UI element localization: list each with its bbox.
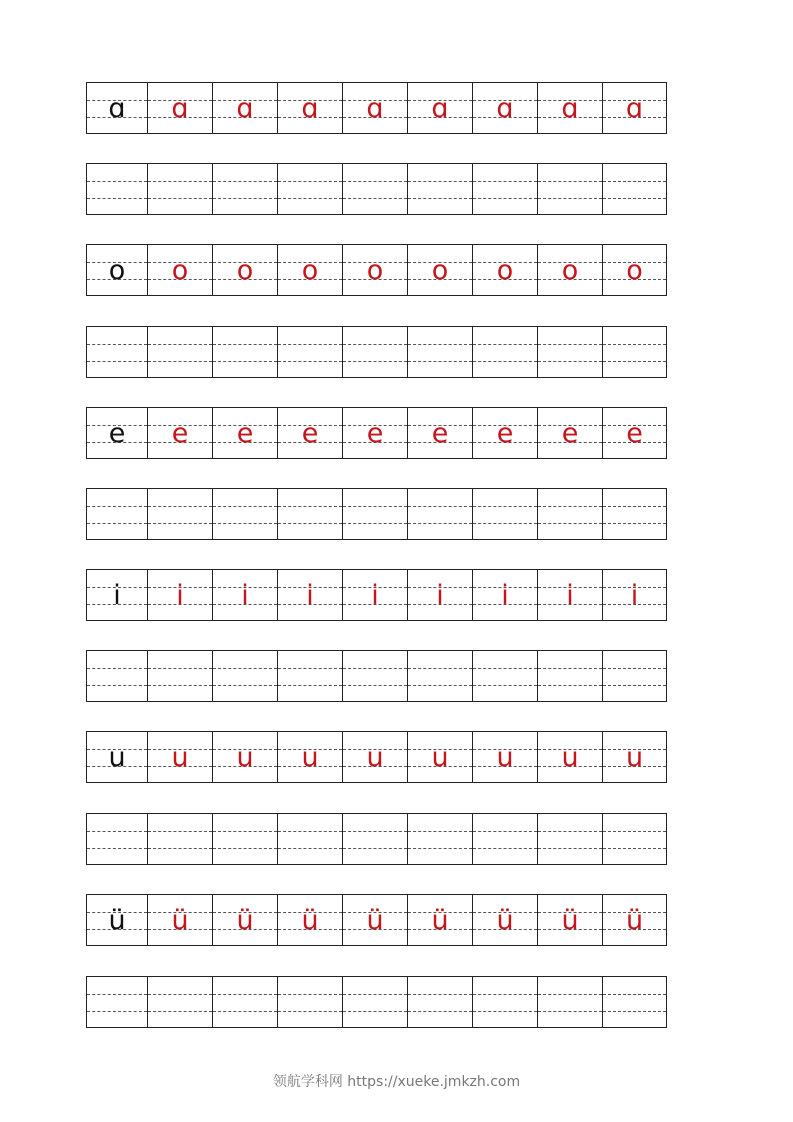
guide-line bbox=[213, 1011, 277, 1012]
guide-line bbox=[343, 506, 407, 507]
writing-cell bbox=[603, 814, 666, 864]
guide-line bbox=[473, 361, 537, 362]
guide-line bbox=[148, 506, 212, 507]
guide-line bbox=[408, 1011, 472, 1012]
model-cell bbox=[87, 814, 148, 864]
guide-line bbox=[603, 523, 666, 524]
guide-line bbox=[343, 181, 407, 182]
writing-cell bbox=[213, 489, 278, 539]
writing-cell bbox=[148, 651, 213, 701]
guide-line bbox=[213, 523, 277, 524]
guide-line bbox=[473, 831, 537, 832]
guide-line bbox=[278, 848, 342, 849]
guide-line bbox=[148, 523, 212, 524]
guide-line bbox=[343, 1011, 407, 1012]
model-letter: ü bbox=[108, 904, 126, 936]
writing-cell bbox=[408, 732, 473, 782]
practice-row bbox=[86, 976, 667, 1028]
guide-line bbox=[603, 344, 666, 345]
letter-row bbox=[86, 731, 667, 783]
writing-cell bbox=[408, 83, 473, 133]
trace-letter: o bbox=[431, 254, 449, 286]
guide-line bbox=[473, 1011, 537, 1012]
guide-line bbox=[343, 994, 407, 995]
model-cell bbox=[87, 83, 148, 133]
trace-letter: ü bbox=[366, 904, 384, 936]
guide-line bbox=[343, 344, 407, 345]
writing-cell bbox=[213, 164, 278, 214]
writing-cell bbox=[343, 164, 408, 214]
model-letter: u bbox=[108, 741, 126, 773]
trace-letter: u bbox=[625, 741, 644, 773]
guide-line bbox=[538, 685, 602, 686]
trace-letter: u bbox=[301, 741, 319, 773]
model-cell bbox=[87, 408, 148, 458]
guide-line bbox=[87, 1011, 147, 1012]
writing-cell bbox=[148, 489, 213, 539]
guide-line bbox=[538, 994, 602, 995]
guide-line bbox=[87, 506, 147, 507]
writing-cell bbox=[408, 408, 473, 458]
guide-line bbox=[148, 181, 212, 182]
writing-cell bbox=[538, 327, 603, 377]
trace-letter: u bbox=[561, 741, 579, 773]
writing-cell bbox=[278, 83, 343, 133]
writing-cell bbox=[278, 164, 343, 214]
guide-line bbox=[603, 685, 666, 686]
guide-line bbox=[278, 181, 342, 182]
guide-line bbox=[213, 685, 277, 686]
writing-cell bbox=[148, 895, 213, 945]
trace-letter: o bbox=[301, 254, 319, 286]
guide-line bbox=[278, 361, 342, 362]
trace-letter: ü bbox=[625, 904, 644, 936]
writing-cell bbox=[473, 732, 538, 782]
trace-letter: ü bbox=[236, 904, 254, 936]
trace-letter: i bbox=[630, 579, 639, 611]
trace-letter: u bbox=[496, 741, 514, 773]
guide-line bbox=[148, 668, 212, 669]
trace-letter: o bbox=[171, 254, 189, 286]
writing-cell bbox=[538, 164, 603, 214]
guide-line bbox=[343, 848, 407, 849]
trace-letter: e bbox=[236, 417, 254, 449]
model-letter: e bbox=[108, 417, 126, 449]
trace-letter: ü bbox=[496, 904, 514, 936]
trace-letter: o bbox=[561, 254, 579, 286]
letter-row bbox=[86, 82, 667, 134]
writing-cell bbox=[473, 651, 538, 701]
guide-line bbox=[148, 361, 212, 362]
writing-cell bbox=[603, 977, 666, 1027]
practice-row bbox=[86, 488, 667, 540]
model-cell bbox=[87, 977, 148, 1027]
trace-letter: ɑ bbox=[236, 92, 254, 124]
writing-cell bbox=[473, 408, 538, 458]
guide-line bbox=[278, 198, 342, 199]
writing-cell bbox=[213, 895, 278, 945]
writing-cell bbox=[343, 408, 408, 458]
guide-line bbox=[87, 848, 147, 849]
guide-line bbox=[603, 506, 666, 507]
guide-line bbox=[87, 198, 147, 199]
guide-line bbox=[278, 344, 342, 345]
trace-letter: u bbox=[431, 741, 449, 773]
writing-cell bbox=[213, 83, 278, 133]
model-cell bbox=[87, 327, 148, 377]
model-cell bbox=[87, 651, 148, 701]
guide-line bbox=[538, 361, 602, 362]
guide-line bbox=[343, 668, 407, 669]
guide-line bbox=[87, 668, 147, 669]
writing-cell bbox=[213, 732, 278, 782]
guide-line bbox=[278, 523, 342, 524]
trace-letter: ɑ bbox=[625, 92, 644, 124]
guide-line bbox=[278, 685, 342, 686]
guide-line bbox=[538, 344, 602, 345]
model-letter: o bbox=[108, 254, 126, 286]
guide-line bbox=[278, 668, 342, 669]
guide-line bbox=[213, 198, 277, 199]
writing-cell bbox=[148, 814, 213, 864]
trace-letter: e bbox=[561, 417, 579, 449]
writing-cell bbox=[148, 570, 213, 620]
guide-line bbox=[87, 994, 147, 995]
writing-cell bbox=[213, 245, 278, 295]
trace-letter: e bbox=[366, 417, 384, 449]
guide-line bbox=[408, 198, 472, 199]
guide-line bbox=[213, 831, 277, 832]
writing-cell bbox=[148, 327, 213, 377]
writing-cell bbox=[148, 408, 213, 458]
writing-cell bbox=[343, 814, 408, 864]
writing-cell bbox=[603, 895, 666, 945]
writing-cell bbox=[408, 895, 473, 945]
writing-cell bbox=[408, 164, 473, 214]
model-cell bbox=[87, 245, 148, 295]
trace-letter: u bbox=[171, 741, 189, 773]
trace-letter: e bbox=[496, 417, 514, 449]
model-cell bbox=[87, 489, 148, 539]
guide-line bbox=[473, 685, 537, 686]
writing-cell bbox=[408, 327, 473, 377]
writing-cell bbox=[278, 408, 343, 458]
guide-line bbox=[538, 198, 602, 199]
guide-line bbox=[408, 361, 472, 362]
writing-cell bbox=[538, 814, 603, 864]
guide-line bbox=[87, 344, 147, 345]
trace-letter: o bbox=[496, 254, 514, 286]
guide-line bbox=[408, 668, 472, 669]
guide-line bbox=[278, 831, 342, 832]
guide-line bbox=[538, 668, 602, 669]
letter-row bbox=[86, 407, 667, 459]
guide-line bbox=[473, 181, 537, 182]
trace-letter: e bbox=[301, 417, 319, 449]
writing-cell bbox=[603, 164, 666, 214]
writing-cell bbox=[473, 245, 538, 295]
guide-line bbox=[473, 994, 537, 995]
guide-line bbox=[213, 361, 277, 362]
writing-cell bbox=[408, 489, 473, 539]
writing-cell bbox=[278, 977, 343, 1027]
guide-line bbox=[603, 1011, 666, 1012]
guide-line bbox=[408, 181, 472, 182]
guide-line bbox=[603, 994, 666, 995]
trace-letter: u bbox=[236, 741, 254, 773]
writing-cell bbox=[278, 732, 343, 782]
guide-line bbox=[473, 523, 537, 524]
writing-cell bbox=[343, 977, 408, 1027]
guide-line bbox=[408, 685, 472, 686]
letter-row bbox=[86, 569, 667, 621]
guide-line bbox=[538, 506, 602, 507]
trace-letter: ɑ bbox=[496, 92, 514, 124]
trace-letter: e bbox=[431, 417, 449, 449]
guide-line bbox=[408, 848, 472, 849]
writing-cell bbox=[278, 895, 343, 945]
writing-cell bbox=[343, 570, 408, 620]
writing-cell bbox=[538, 570, 603, 620]
writing-cell bbox=[343, 732, 408, 782]
guide-line bbox=[603, 181, 666, 182]
guide-line bbox=[538, 523, 602, 524]
trace-letter: i bbox=[436, 579, 444, 611]
model-cell bbox=[87, 164, 148, 214]
trace-letter: o bbox=[626, 254, 643, 286]
guide-line bbox=[278, 506, 342, 507]
trace-letter: ɑ bbox=[366, 92, 384, 124]
model-letter: ɑ bbox=[108, 92, 126, 124]
guide-line bbox=[148, 831, 212, 832]
trace-letter: i bbox=[501, 579, 509, 611]
writing-cell bbox=[603, 732, 666, 782]
guide-line bbox=[87, 831, 147, 832]
guide-line bbox=[473, 848, 537, 849]
writing-cell bbox=[538, 83, 603, 133]
writing-cell bbox=[538, 245, 603, 295]
guide-line bbox=[343, 685, 407, 686]
trace-letter: i bbox=[306, 579, 314, 611]
guide-line bbox=[343, 198, 407, 199]
writing-cell bbox=[473, 814, 538, 864]
writing-cell bbox=[473, 489, 538, 539]
writing-cell bbox=[603, 327, 666, 377]
writing-cell bbox=[213, 814, 278, 864]
guide-line bbox=[603, 668, 666, 669]
guide-line bbox=[408, 344, 472, 345]
model-letter: i bbox=[113, 579, 121, 611]
guide-line bbox=[148, 848, 212, 849]
trace-letter: i bbox=[566, 579, 574, 611]
trace-letter: e bbox=[171, 417, 189, 449]
guide-line bbox=[87, 181, 147, 182]
writing-cell bbox=[148, 732, 213, 782]
writing-cell bbox=[473, 895, 538, 945]
writing-cell bbox=[408, 245, 473, 295]
writing-cell bbox=[603, 570, 666, 620]
guide-line bbox=[408, 523, 472, 524]
writing-cell bbox=[603, 245, 666, 295]
trace-letter: e bbox=[626, 417, 643, 449]
writing-cell bbox=[343, 895, 408, 945]
trace-letter: ɑ bbox=[171, 92, 189, 124]
writing-cell bbox=[538, 489, 603, 539]
writing-cell bbox=[603, 408, 666, 458]
writing-cell bbox=[343, 651, 408, 701]
writing-cell bbox=[603, 83, 666, 133]
writing-cell bbox=[148, 83, 213, 133]
guide-line bbox=[603, 198, 666, 199]
guide-line bbox=[473, 198, 537, 199]
writing-cell bbox=[213, 408, 278, 458]
writing-cell bbox=[408, 651, 473, 701]
trace-letter: ü bbox=[561, 904, 579, 936]
writing-cell bbox=[538, 895, 603, 945]
guide-line bbox=[408, 506, 472, 507]
guide-line bbox=[148, 198, 212, 199]
footer-watermark: 领航学科网 https://xueke.jmkzh.com bbox=[272, 1074, 521, 1090]
trace-letter: ɑ bbox=[301, 92, 319, 124]
guide-line bbox=[148, 685, 212, 686]
trace-letter: o bbox=[236, 254, 254, 286]
guide-line bbox=[213, 994, 277, 995]
writing-cell bbox=[278, 651, 343, 701]
writing-cell bbox=[603, 651, 666, 701]
guide-line bbox=[343, 361, 407, 362]
guide-line bbox=[87, 361, 147, 362]
guide-line bbox=[473, 344, 537, 345]
writing-cell bbox=[343, 245, 408, 295]
writing-cell bbox=[148, 977, 213, 1027]
trace-letter: ü bbox=[171, 904, 189, 936]
trace-letter: ɑ bbox=[561, 92, 579, 124]
writing-cell bbox=[148, 245, 213, 295]
writing-cell bbox=[408, 570, 473, 620]
writing-cell bbox=[343, 489, 408, 539]
guide-line bbox=[408, 994, 472, 995]
writing-cell bbox=[343, 83, 408, 133]
model-cell bbox=[87, 732, 148, 782]
guide-line bbox=[538, 848, 602, 849]
writing-cell bbox=[473, 83, 538, 133]
guide-line bbox=[473, 668, 537, 669]
trace-letter: ü bbox=[431, 904, 449, 936]
writing-cell bbox=[603, 489, 666, 539]
writing-cell bbox=[213, 327, 278, 377]
writing-cell bbox=[538, 732, 603, 782]
trace-letter: i bbox=[176, 579, 184, 611]
practice-row bbox=[86, 326, 667, 378]
guide-line bbox=[213, 848, 277, 849]
guide-line bbox=[148, 1011, 212, 1012]
writing-cell bbox=[278, 245, 343, 295]
writing-cell bbox=[148, 164, 213, 214]
writing-cell bbox=[213, 651, 278, 701]
writing-cell bbox=[278, 814, 343, 864]
guide-line bbox=[538, 831, 602, 832]
guide-line bbox=[538, 1011, 602, 1012]
trace-letter: i bbox=[241, 579, 249, 611]
guide-line bbox=[603, 848, 666, 849]
model-cell bbox=[87, 895, 148, 945]
guide-line bbox=[213, 506, 277, 507]
guide-line bbox=[538, 181, 602, 182]
trace-letter: ü bbox=[301, 904, 319, 936]
guide-line bbox=[213, 668, 277, 669]
trace-letter: o bbox=[366, 254, 384, 286]
guide-line bbox=[87, 523, 147, 524]
writing-cell bbox=[278, 489, 343, 539]
practice-row bbox=[86, 163, 667, 215]
guide-line bbox=[408, 831, 472, 832]
guide-line bbox=[213, 344, 277, 345]
writing-cell bbox=[213, 977, 278, 1027]
writing-cell bbox=[278, 327, 343, 377]
writing-cell bbox=[473, 164, 538, 214]
guide-line bbox=[87, 685, 147, 686]
writing-cell bbox=[473, 977, 538, 1027]
writing-cell bbox=[538, 408, 603, 458]
writing-cell bbox=[408, 977, 473, 1027]
guide-line bbox=[603, 361, 666, 362]
writing-cell bbox=[213, 570, 278, 620]
writing-cell bbox=[473, 327, 538, 377]
guide-line bbox=[603, 831, 666, 832]
letter-row bbox=[86, 244, 667, 296]
writing-cell bbox=[278, 570, 343, 620]
writing-cell bbox=[473, 570, 538, 620]
letter-row bbox=[86, 894, 667, 946]
practice-row bbox=[86, 813, 667, 865]
trace-letter: u bbox=[366, 741, 384, 773]
guide-line bbox=[278, 1011, 342, 1012]
trace-letter: ɑ bbox=[431, 92, 449, 124]
writing-cell bbox=[408, 814, 473, 864]
writing-cell bbox=[343, 327, 408, 377]
guide-line bbox=[148, 994, 212, 995]
trace-letter: i bbox=[371, 579, 379, 611]
guide-line bbox=[343, 523, 407, 524]
guide-line bbox=[343, 831, 407, 832]
writing-cell bbox=[538, 977, 603, 1027]
guide-line bbox=[473, 506, 537, 507]
guide-line bbox=[213, 181, 277, 182]
writing-cell bbox=[538, 651, 603, 701]
guide-line bbox=[148, 344, 212, 345]
model-cell bbox=[87, 570, 148, 620]
practice-row bbox=[86, 650, 667, 702]
guide-line bbox=[278, 994, 342, 995]
